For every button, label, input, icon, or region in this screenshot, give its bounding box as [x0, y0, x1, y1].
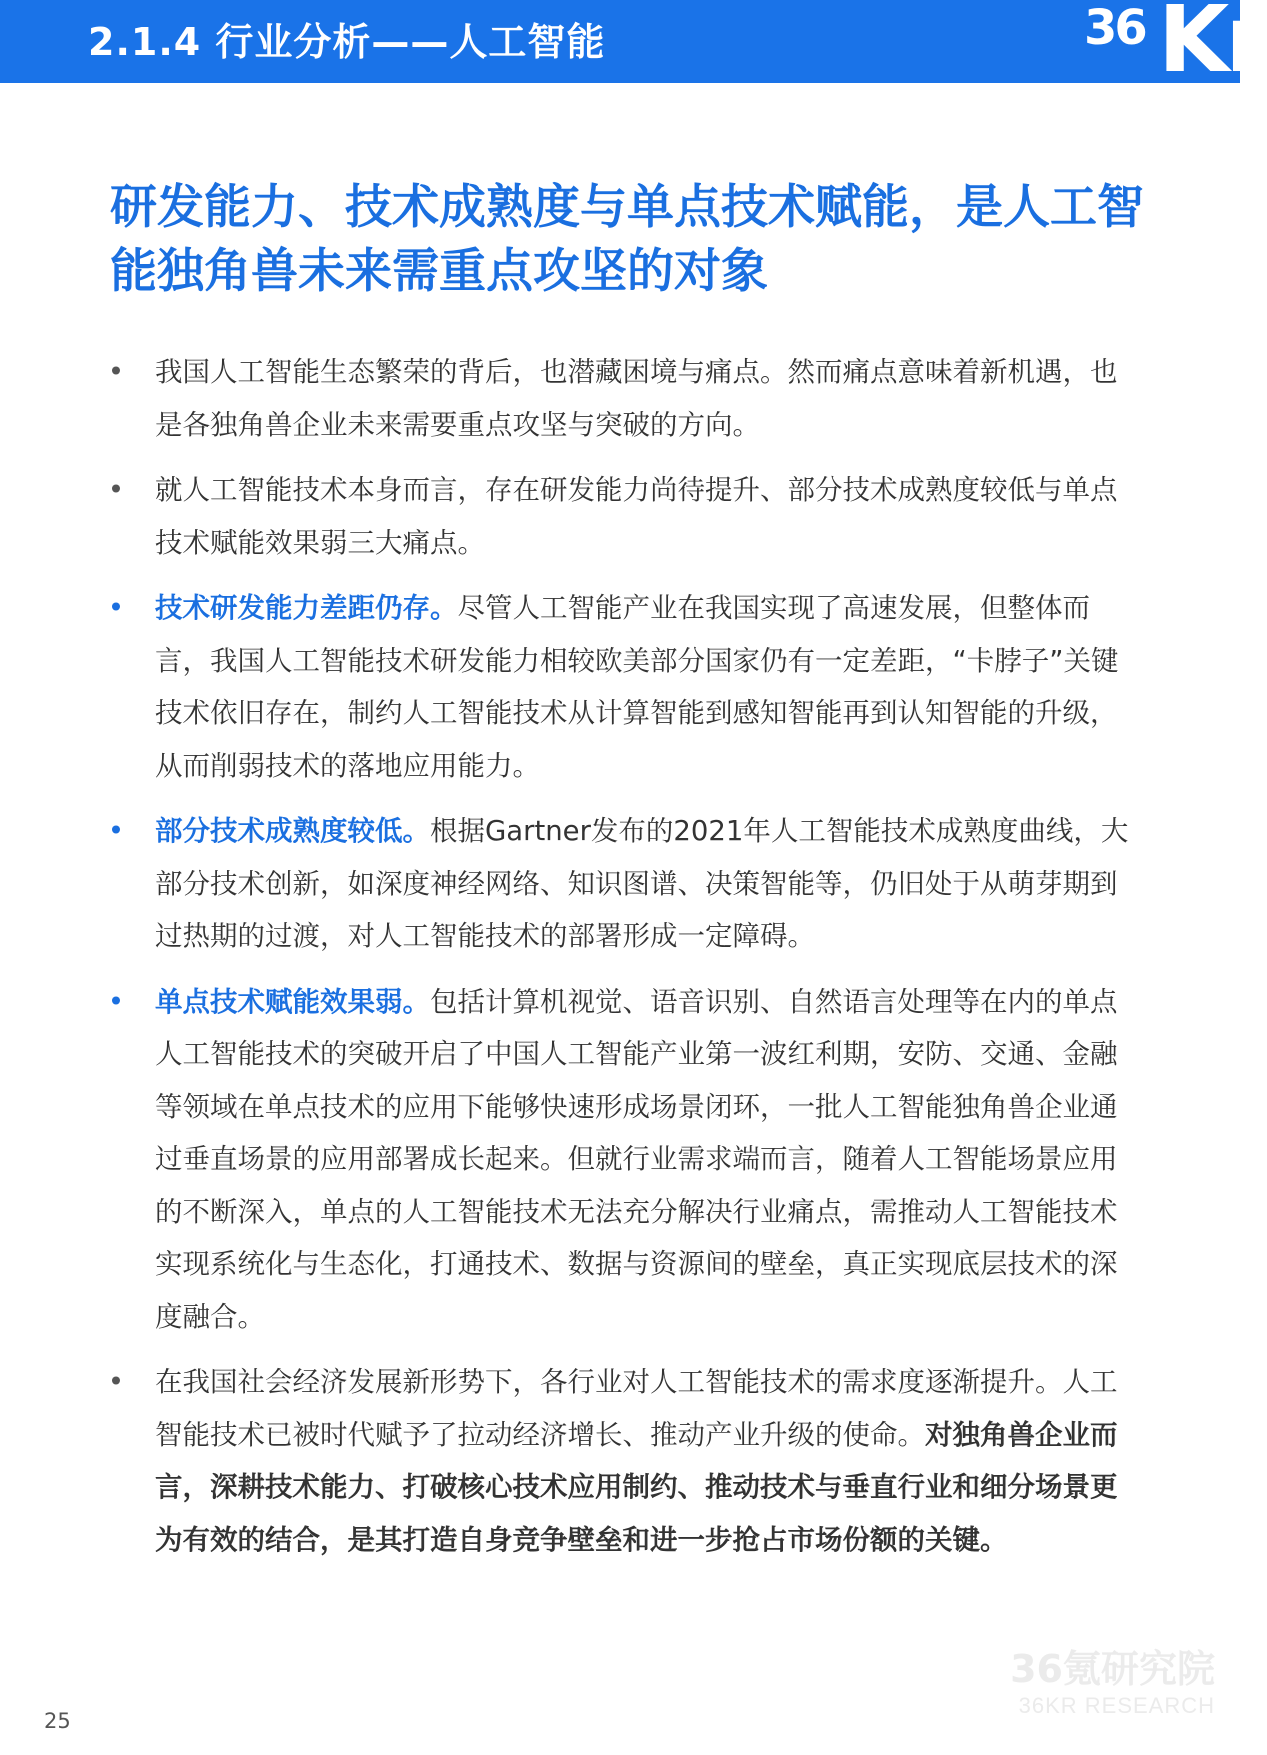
bullet-item: [104, 805, 1144, 963]
watermark-en: 36KR RESEARCH: [1018, 1693, 1215, 1718]
bullet-text: 包括计算机视觉、语音识别、自然语言处理等在内的单点人工智能技术的突破开启了中国人工智能产业第一波红利期，安防、交通、金融等领域在单点技术的应用下能够快速形成场景闭环，一批人工智能独角兽企业通过垂直场景的应用部署成长起来。但就行业需求端而言，随着人工智能场景应用的不断深入，单点的人工智能技术无法充分解决行业痛点，需推动人工智能技术实现系统化与生态化，打通技术、数据与资源间的壁垒，真正实现底层技术的深度融合。: [155, 985, 1118, 1333]
bullet-heading: 部分技术成熟度较低。: [155, 815, 430, 847]
bullet-dot-icon: •: [107, 1366, 125, 1398]
36kr-logo: [1078, 0, 1267, 93]
page-title: 研发能力、技术成熟度与单点技术赋能，是人工智能独角兽未来需重点攻坚的对象: [110, 180, 1144, 299]
page-number: 25: [44, 1709, 71, 1733]
bullet-text: 我国人工智能生态繁荣的背后，也潜藏困境与痛点。然而痛点意味着新机遇，也是各独角兽企业未来需要重点攻坚与突破的方向。: [155, 356, 1118, 441]
bullet-dot-icon: •: [107, 815, 125, 847]
bullet-text: 就人工智能技术本身而言，存在研发能力尚待提升、部分技术成熟度较低与单点技术赋能效果弱三大痛点。: [155, 474, 1118, 559]
watermark-cn: 36氪研究院: [1010, 1647, 1215, 1691]
bullet-dot-icon: •: [107, 474, 125, 506]
bullet-item: [104, 346, 1144, 451]
bullet-item: [104, 1356, 1144, 1566]
bullet-dot-icon: •: [107, 985, 125, 1018]
bullet-item: [104, 976, 1144, 1344]
watermark: [985, 1645, 1215, 1719]
bullet-item: [104, 582, 1144, 792]
bullet-list: [104, 346, 1144, 1579]
bullet-text: 在我国社会经济发展新形势下，各行业对人工智能技术的需求度逐渐提升。人工智能技术已被时代赋予了拉动经济增长、推动产业升级的使命。: [155, 1366, 1118, 1451]
bullet-emphasis: 对独角兽企业而言，深耕技术能力、打破核心技术应用制约、推动技术与垂直行业和细分场景更为有效的结合，是其打造自身竞争壁垒和进一步抢占市场份额的关键。: [155, 1418, 1118, 1556]
bullet-dot-icon: •: [107, 356, 125, 388]
bullet-heading: 技术研发能力差距仍存。: [155, 592, 458, 624]
logo-letters: Kr: [1158, 0, 1267, 93]
bullet-text: 根据Gartner发布的2021年人工智能技术成熟度曲线，大部分技术创新，如深度神经网络、知识图谱、决策智能等，仍旧处于从萌芽期到过热期的过渡，对人工智能技术的部署形成一定障碍。: [155, 815, 1129, 952]
bullet-heading: 单点技术赋能效果弱。: [155, 985, 430, 1018]
bullet-dot-icon: •: [107, 592, 125, 624]
section-title: 2.1.4 行业分析——人工智能: [88, 20, 606, 64]
logo-number: 36: [1084, 0, 1145, 56]
bullet-text: 尽管人工智能产业在我国实现了高速发展，但整体而言，我国人工智能技术研发能力相较欧美部分国家仍有一定差距，“卡脖子”关键技术依旧存在，制约人工智能技术从计算智能到感知智能再到认知智能的升级，从而削弱技术的落地应用能力。: [155, 592, 1119, 782]
bullet-item: [104, 464, 1144, 569]
header-bar: [0, 0, 1267, 93]
